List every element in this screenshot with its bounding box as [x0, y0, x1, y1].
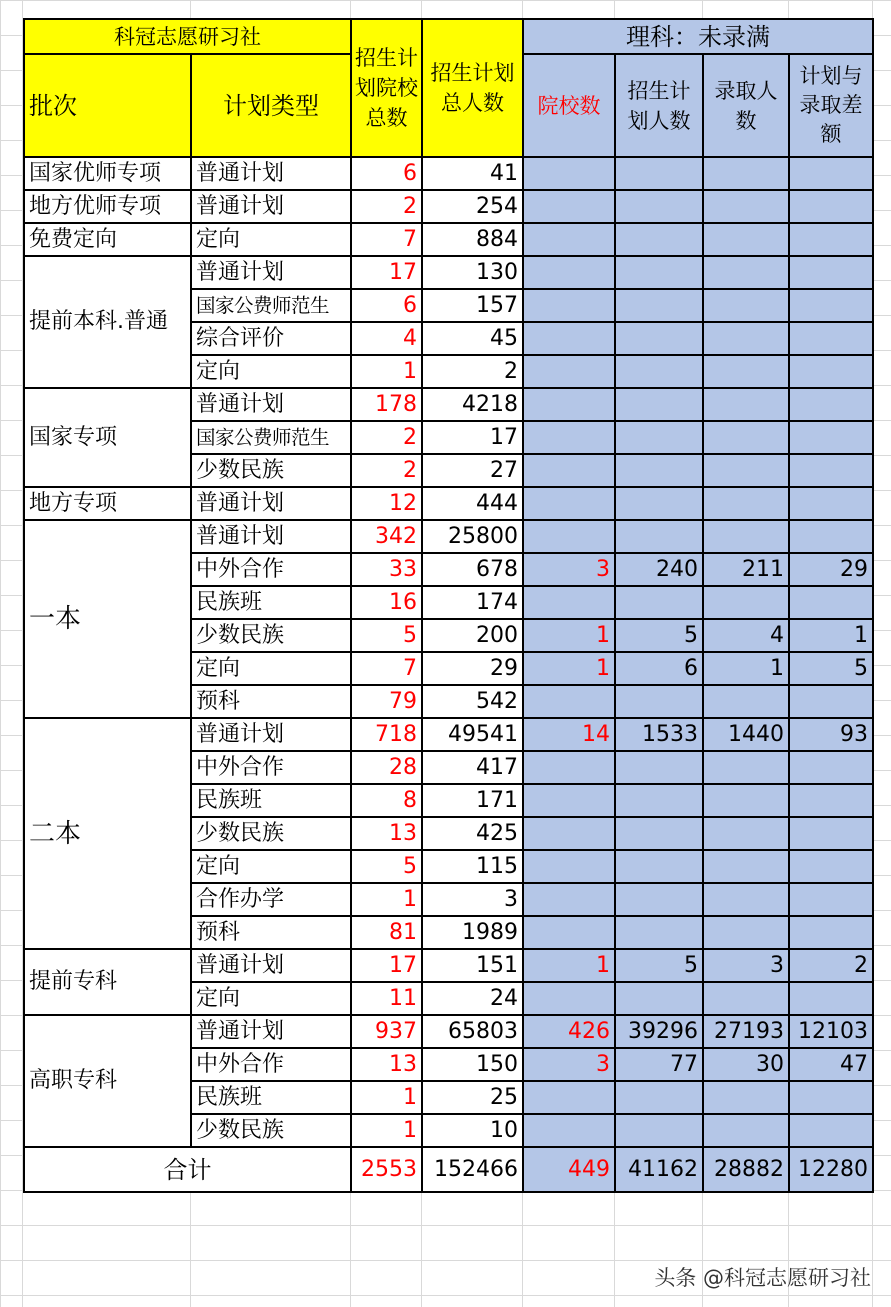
plan-type-cell: 预科 — [191, 916, 351, 949]
unfilled-gap-cell: 47 — [789, 1048, 873, 1081]
unfilled-plan-cell: 6 — [615, 652, 703, 685]
table-row — [24, 520, 873, 553]
schools-total-cell: 12 — [351, 487, 422, 520]
unfilled-admitted-cell: 30 — [703, 1048, 789, 1081]
schools-total-cell: 1 — [351, 883, 422, 916]
table-row — [24, 718, 873, 751]
plan-total-cell: 45 — [422, 322, 523, 355]
plan-type-cell: 少数民族 — [191, 619, 351, 652]
unfilled-schools-cell — [523, 157, 615, 190]
plan-type-cell: 少数民族 — [191, 454, 351, 487]
unfilled-schools-cell — [523, 850, 615, 883]
unfilled-schools-cell — [523, 388, 615, 421]
unfilled-admitted-cell — [703, 751, 789, 784]
schools-total-cell: 6 — [351, 289, 422, 322]
unfilled-gap-cell: 12103 — [789, 1015, 873, 1048]
plan-total-cell: 444 — [422, 487, 523, 520]
unfilled-admitted-cell — [703, 1081, 789, 1114]
unfilled-plan-cell: 77 — [615, 1048, 703, 1081]
batch-cell: 地方优师专项 — [24, 190, 191, 223]
brand-title: 科冠志愿研习社 — [24, 19, 351, 54]
plan-total-cell: 884 — [422, 223, 523, 256]
unfilled-schools-cell: 3 — [523, 1048, 615, 1081]
watermark: 头条 @科冠志愿研习社 — [654, 1266, 871, 1290]
unfilled-plan-cell — [615, 520, 703, 553]
col-gap: 计划与录取差额 — [789, 54, 873, 157]
unfilled-gap-cell: 5 — [789, 652, 873, 685]
plan-type-cell: 民族班 — [191, 1081, 351, 1114]
plan-type-cell: 少数民族 — [191, 1114, 351, 1147]
unfilled-schools-cell: 1 — [523, 619, 615, 652]
plan-total-cell: 542 — [422, 685, 523, 718]
unfilled-schools-cell — [523, 322, 615, 355]
unfilled-admitted-cell — [703, 586, 789, 619]
schools-total-cell: 81 — [351, 916, 422, 949]
unfilled-plan-cell — [615, 586, 703, 619]
unfilled-schools-cell: 426 — [523, 1015, 615, 1048]
unfilled-gap-cell — [789, 223, 873, 256]
unfilled-schools-cell — [523, 289, 615, 322]
table-row — [24, 157, 873, 190]
plan-type-cell: 国家公费师范生 — [191, 289, 351, 322]
unfilled-admitted-cell — [703, 355, 789, 388]
unfilled-plan-cell — [615, 190, 703, 223]
schools-total-cell: 4 — [351, 322, 422, 355]
unfilled-gap-cell — [789, 355, 873, 388]
table-row — [24, 223, 873, 256]
unfilled-admitted-cell: 4 — [703, 619, 789, 652]
unfilled-schools-cell — [523, 1081, 615, 1114]
plan-type-cell: 普通计划 — [191, 718, 351, 751]
unfilled-admitted-cell — [703, 784, 789, 817]
plan-type-cell: 民族班 — [191, 586, 351, 619]
unfilled-admitted-cell — [703, 520, 789, 553]
schools-total-cell: 937 — [351, 1015, 422, 1048]
unfilled-plan-cell — [615, 289, 703, 322]
schools-total-cell: 17 — [351, 949, 422, 982]
plan-total-cell: 150 — [422, 1048, 523, 1081]
unfilled-admitted-cell — [703, 916, 789, 949]
unfilled-admitted-cell — [703, 157, 789, 190]
unfilled-gap-cell — [789, 322, 873, 355]
unfilled-schools-cell — [523, 817, 615, 850]
unfilled-gap-cell — [789, 685, 873, 718]
unfilled-gap-cell — [789, 421, 873, 454]
plan-total-cell: 2 — [422, 355, 523, 388]
admission-table — [23, 18, 874, 1193]
col-plan-people: 招生计划人数 — [615, 54, 703, 157]
unfilled-schools-cell — [523, 685, 615, 718]
schools-total-cell: 33 — [351, 553, 422, 586]
unfilled-admitted-cell — [703, 256, 789, 289]
plan-total-cell: 27 — [422, 454, 523, 487]
plan-type-cell: 民族班 — [191, 784, 351, 817]
plan-total-cell: 678 — [422, 553, 523, 586]
plan-type-cell: 中外合作 — [191, 553, 351, 586]
plan-total-cell: 1989 — [422, 916, 523, 949]
section-title: 理科：未录满 — [523, 19, 873, 54]
plan-total-cell: 157 — [422, 289, 523, 322]
plan-total-cell: 41 — [422, 157, 523, 190]
unfilled-gap-cell: 93 — [789, 718, 873, 751]
plan-type-cell: 定向 — [191, 652, 351, 685]
schools-total-cell: 7 — [351, 652, 422, 685]
plan-total-cell: 417 — [422, 751, 523, 784]
total-unfilled-gap: 12280 — [789, 1147, 873, 1192]
schools-total-cell: 8 — [351, 784, 422, 817]
unfilled-schools-cell — [523, 421, 615, 454]
unfilled-schools-cell — [523, 784, 615, 817]
schools-total-cell: 5 — [351, 619, 422, 652]
unfilled-admitted-cell: 1440 — [703, 718, 789, 751]
unfilled-plan-cell — [615, 355, 703, 388]
plan-type-cell: 定向 — [191, 982, 351, 1015]
unfilled-plan-cell — [615, 157, 703, 190]
plan-type-cell: 普通计划 — [191, 949, 351, 982]
col-schools: 院校数 — [523, 54, 615, 157]
schools-total-cell: 2 — [351, 421, 422, 454]
unfilled-admitted-cell — [703, 421, 789, 454]
batch-cell: 提前专科 — [24, 949, 191, 1015]
schools-total-cell: 13 — [351, 1048, 422, 1081]
plan-type-cell: 普通计划 — [191, 487, 351, 520]
plan-type-cell: 普通计划 — [191, 256, 351, 289]
unfilled-schools-cell — [523, 883, 615, 916]
total-label: 合计 — [24, 1147, 351, 1192]
schools-total-cell: 178 — [351, 388, 422, 421]
unfilled-plan-cell — [615, 784, 703, 817]
unfilled-admitted-cell — [703, 190, 789, 223]
table-row — [24, 190, 873, 223]
unfilled-gap-cell — [789, 982, 873, 1015]
plan-total-cell: 130 — [422, 256, 523, 289]
table-row — [24, 487, 873, 520]
schools-total-cell: 79 — [351, 685, 422, 718]
schools-total-cell: 1 — [351, 355, 422, 388]
plan-type-cell: 普通计划 — [191, 190, 351, 223]
schools-total-cell: 718 — [351, 718, 422, 751]
plan-total-cell: 25 — [422, 1081, 523, 1114]
unfilled-plan-cell: 240 — [615, 553, 703, 586]
plan-type-cell: 国家公费师范生 — [191, 421, 351, 454]
unfilled-gap-cell — [789, 1114, 873, 1147]
schools-total-cell: 13 — [351, 817, 422, 850]
schools-total-cell: 7 — [351, 223, 422, 256]
plan-type-cell: 合作办学 — [191, 883, 351, 916]
unfilled-gap-cell — [789, 157, 873, 190]
unfilled-plan-cell — [615, 421, 703, 454]
unfilled-gap-cell — [789, 289, 873, 322]
total-unfilled-plan: 41162 — [615, 1147, 703, 1192]
schools-total-cell: 17 — [351, 256, 422, 289]
unfilled-schools-cell — [523, 916, 615, 949]
plan-total-cell: 171 — [422, 784, 523, 817]
plan-type-cell: 预科 — [191, 685, 351, 718]
total-plan: 152466 — [422, 1147, 523, 1192]
plan-type-cell: 定向 — [191, 850, 351, 883]
unfilled-gap-cell — [789, 883, 873, 916]
col-plan-total: 招生计划总人数 — [422, 19, 523, 157]
col-batch: 批次 — [24, 54, 191, 157]
unfilled-admitted-cell: 1 — [703, 652, 789, 685]
unfilled-admitted-cell: 3 — [703, 949, 789, 982]
unfilled-gap-cell — [789, 850, 873, 883]
plan-total-cell: 174 — [422, 586, 523, 619]
total-unfilled-schools: 449 — [523, 1147, 615, 1192]
schools-total-cell: 2 — [351, 190, 422, 223]
schools-total-cell: 342 — [351, 520, 422, 553]
schools-total-cell: 28 — [351, 751, 422, 784]
unfilled-plan-cell — [615, 454, 703, 487]
table-row — [24, 949, 873, 982]
batch-cell: 高职专科 — [24, 1015, 191, 1147]
plan-total-cell: 17 — [422, 421, 523, 454]
unfilled-plan-cell — [615, 388, 703, 421]
unfilled-plan-cell — [615, 322, 703, 355]
unfilled-schools-cell — [523, 982, 615, 1015]
schools-total-cell: 1 — [351, 1081, 422, 1114]
unfilled-plan-cell: 1533 — [615, 718, 703, 751]
unfilled-gap-cell — [789, 256, 873, 289]
unfilled-gap-cell — [789, 388, 873, 421]
unfilled-admitted-cell — [703, 883, 789, 916]
unfilled-gap-cell — [789, 784, 873, 817]
table-row — [24, 1015, 873, 1048]
plan-total-cell: 425 — [422, 817, 523, 850]
plan-type-cell: 中外合作 — [191, 1048, 351, 1081]
schools-total-cell: 6 — [351, 157, 422, 190]
table-row — [24, 388, 873, 421]
schools-total-cell: 16 — [351, 586, 422, 619]
unfilled-schools-cell — [523, 355, 615, 388]
unfilled-schools-cell: 1 — [523, 949, 615, 982]
unfilled-gap-cell: 29 — [789, 553, 873, 586]
schools-total-cell: 1 — [351, 1114, 422, 1147]
batch-cell: 提前本科.普通 — [24, 256, 191, 388]
plan-total-cell: 200 — [422, 619, 523, 652]
unfilled-admitted-cell — [703, 388, 789, 421]
plan-type-cell: 普通计划 — [191, 388, 351, 421]
unfilled-admitted-cell — [703, 685, 789, 718]
header-row-1 — [24, 19, 873, 54]
unfilled-plan-cell — [615, 256, 703, 289]
unfilled-admitted-cell — [703, 454, 789, 487]
unfilled-admitted-cell: 27193 — [703, 1015, 789, 1048]
unfilled-gap-cell — [789, 751, 873, 784]
plan-total-cell: 115 — [422, 850, 523, 883]
unfilled-plan-cell — [615, 883, 703, 916]
unfilled-gap-cell: 2 — [789, 949, 873, 982]
unfilled-plan-cell: 39296 — [615, 1015, 703, 1048]
unfilled-admitted-cell — [703, 289, 789, 322]
unfilled-plan-cell — [615, 850, 703, 883]
unfilled-plan-cell — [615, 1114, 703, 1147]
plan-type-cell: 定向 — [191, 355, 351, 388]
unfilled-schools-cell — [523, 454, 615, 487]
unfilled-plan-cell: 5 — [615, 949, 703, 982]
schools-total-cell: 11 — [351, 982, 422, 1015]
batch-cell: 一本 — [24, 520, 191, 718]
unfilled-schools-cell — [523, 487, 615, 520]
schools-total-cell: 2 — [351, 454, 422, 487]
batch-cell: 地方专项 — [24, 487, 191, 520]
unfilled-gap-cell — [789, 520, 873, 553]
unfilled-gap-cell — [789, 586, 873, 619]
batch-cell: 国家优师专项 — [24, 157, 191, 190]
unfilled-gap-cell — [789, 454, 873, 487]
total-row — [24, 1147, 873, 1192]
batch-cell: 国家专项 — [24, 388, 191, 487]
unfilled-schools-cell — [523, 256, 615, 289]
unfilled-schools-cell — [523, 190, 615, 223]
unfilled-admitted-cell — [703, 850, 789, 883]
total-unfilled-admitted: 28882 — [703, 1147, 789, 1192]
unfilled-plan-cell — [615, 982, 703, 1015]
plan-total-cell: 29 — [422, 652, 523, 685]
plan-total-cell: 4218 — [422, 388, 523, 421]
unfilled-schools-cell — [523, 751, 615, 784]
plan-type-cell: 定向 — [191, 223, 351, 256]
unfilled-admitted-cell — [703, 982, 789, 1015]
table-row — [24, 256, 873, 289]
batch-cell: 二本 — [24, 718, 191, 949]
col-admitted: 录取人数 — [703, 54, 789, 157]
unfilled-plan-cell — [615, 1081, 703, 1114]
unfilled-plan-cell — [615, 223, 703, 256]
unfilled-gap-cell — [789, 487, 873, 520]
unfilled-schools-cell: 3 — [523, 553, 615, 586]
plan-type-cell: 普通计划 — [191, 1015, 351, 1048]
unfilled-admitted-cell — [703, 817, 789, 850]
unfilled-plan-cell — [615, 487, 703, 520]
schools-total-cell: 5 — [351, 850, 422, 883]
col-schools-total: 招生计划院校总数 — [351, 19, 422, 157]
unfilled-plan-cell — [615, 916, 703, 949]
unfilled-schools-cell: 1 — [523, 652, 615, 685]
unfilled-schools-cell: 14 — [523, 718, 615, 751]
unfilled-gap-cell — [789, 1081, 873, 1114]
plan-total-cell: 24 — [422, 982, 523, 1015]
plan-total-cell: 25800 — [422, 520, 523, 553]
unfilled-plan-cell: 5 — [615, 619, 703, 652]
col-plan-type: 计划类型 — [191, 54, 351, 157]
unfilled-admitted-cell — [703, 1114, 789, 1147]
total-schools: 2553 — [351, 1147, 422, 1192]
plan-type-cell: 中外合作 — [191, 751, 351, 784]
plan-type-cell: 综合评价 — [191, 322, 351, 355]
unfilled-schools-cell — [523, 586, 615, 619]
unfilled-gap-cell: 1 — [789, 619, 873, 652]
unfilled-plan-cell — [615, 817, 703, 850]
plan-type-cell: 少数民族 — [191, 817, 351, 850]
plan-type-cell: 普通计划 — [191, 157, 351, 190]
unfilled-plan-cell — [615, 685, 703, 718]
unfilled-schools-cell — [523, 520, 615, 553]
plan-total-cell: 49541 — [422, 718, 523, 751]
batch-cell: 免费定向 — [24, 223, 191, 256]
unfilled-admitted-cell — [703, 487, 789, 520]
plan-total-cell: 10 — [422, 1114, 523, 1147]
unfilled-admitted-cell: 211 — [703, 553, 789, 586]
plan-type-cell: 普通计划 — [191, 520, 351, 553]
unfilled-gap-cell — [789, 817, 873, 850]
plan-total-cell: 254 — [422, 190, 523, 223]
unfilled-gap-cell — [789, 916, 873, 949]
unfilled-gap-cell — [789, 190, 873, 223]
unfilled-admitted-cell — [703, 223, 789, 256]
unfilled-schools-cell — [523, 223, 615, 256]
unfilled-schools-cell — [523, 1114, 615, 1147]
plan-total-cell: 65803 — [422, 1015, 523, 1048]
plan-total-cell: 151 — [422, 949, 523, 982]
unfilled-admitted-cell — [703, 322, 789, 355]
unfilled-plan-cell — [615, 751, 703, 784]
plan-total-cell: 3 — [422, 883, 523, 916]
